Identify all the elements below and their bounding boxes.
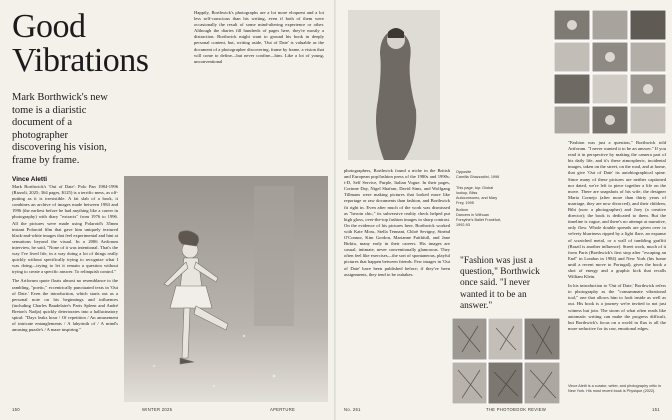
- dancers-photo-grid: [452, 318, 560, 404]
- left-folio-issue: WINTER 2025: [142, 407, 173, 412]
- portrait-photograph: [344, 10, 444, 160]
- caption-opposite: [456, 170, 502, 180]
- caption-this-page: This page, top: Global lookup, Bliss Autoconsumo, and Mary Frey, 1995: [456, 186, 498, 205]
- title-line-1: Good: [12, 8, 86, 45]
- caption-text: Dancers in Wilhuan Forsythe's Ballet Frankfurt, 1992-93: [456, 213, 502, 227]
- contact-sheet-image: [554, 10, 666, 134]
- left-body-column-2: [194, 10, 324, 68]
- right-body-column-1: [344, 168, 450, 281]
- dancer-photo-image: [124, 176, 328, 402]
- contact-sheet-top: [554, 10, 666, 134]
- caption-label: Opposite: [456, 170, 472, 174]
- caption-label: Bottom: [456, 208, 469, 212]
- article-byline: Vince Aletti: [12, 176, 48, 183]
- pull-quote: "Fashion was just a question," Borthwick once said. "I never wanted it to be an answer.": [460, 256, 540, 311]
- right-folio-section: THE PHOTOBOOK REVIEW: [486, 407, 547, 412]
- body-paragraph: In his introduction to 'Out of Date,' Borthwick refers to photography as the "consummate vibrational tool," one that allows him to look inside as well as out. His book is a journey we're invited to not just witness but join. The storm of what often reads like automatic writing can make the progress difficult, but Borthwick's focus on a world in flux is all the more seductive for its raw, emotional edges.: [568, 283, 666, 331]
- body-paragraph: photographers, Borthwick found a niche in the British and European pop/fashion press of the 1980s and 1990s: i-D, Self Service, Purple, Italian Vogue. In their pages, Corinne Day, Nigel Shafran, David Sims, and Wolfgang Tillmans were making pictures that looked more like reportage or raw documents than fashion, and Borthwick fit right in. Even after much of the work was dismissed as "heroin chic," its subversive reality check helped put high gloss, over-the-top fashion images in sharp contrast. On the evidence of his pictures here, Borthwick worked with Kate Moss, Stella Tennant, Chloë Sevigny, Sinéad O'Connor, Kim Gordon, Marianne Faithfull, and Jane Birkin, many early in their careers. His images are casual, intimate, never conventionally glamorous. They often feel like exercises—the sort of spontaneous, playful pictures that happen between friends. Few images in 'Out of Date' have been published before; if they've been assignments, they tend to be outtakes.: [344, 168, 450, 277]
- dancer-photograph: [124, 176, 328, 402]
- article-deck: Mark Borthwick's new tome is a diaristic document of a photographer discovering his vision, frame by frame.: [12, 92, 108, 166]
- body-paragraph: Mark Borthwick's 'Out of Date': Polo Pan 1984-1996 (Rizzoli, 2025; 364 pages, $125) is a terrific mess, as off-putting as it is irresistible. A fat slab of a book, it combines an archive of images made between 1984 and 1996 (the earliest before he had anything like a career in photography) with diary "extracts" from 1976 to 1996. All the pictures were made using Polaroid's 35mm instant Polaroid film that gave him uniquely textured black-and-white images that feel experimental and hint at sensations beyond the visual. In a 2006 Artforum interview, he said, "None of it was intentional. That's the way I've lived life, in a way doing a lot of things really quickly without specifically trying to recognize what I was doing—trying to let it remain a question without trying to create a specific answer. To relinquish control.": [12, 184, 118, 275]
- right-folio-number: 151: [652, 407, 660, 412]
- article-title: [12, 10, 149, 78]
- body-paragraph: "Fashion was just a question," Borthwick told Artforum. "I never wanted it to be an answer." If you read it in perspective by making the camera part of his daily life, and it's these atmospheric, incidental images, taken on the street, on the road, and at home, that give 'Out of Date' its autobiographical spine. Since many of these pictures are neither captioned nor dated, we're left to piece together a life on the move. There are snapshots of his wife, the designer Maria Cornejo (after more than thirty years of marriage, they are now divorced), and their children, Bibi (now a photographer) and Joey (a creative director); the book is dedicated to them. But the timeline is vague, and there's no attempt at narrative, only flow. Whole double spreads are given over to velvety blurriness ripped by a light flare, an expanse of scratched metal, or a wall of tumbling graffiti (Brazil is another influence). Street work, much of it from Paris (Borthwick's first stop after "escaping an End" in London in 1984) and New York (his home until a recent move to Portugal), gives the book a shot of energy and a graphic kick that recalls William Klein.: [568, 140, 666, 280]
- title-line-2: Vibrations: [12, 42, 149, 79]
- dancers-grid-image: [452, 318, 560, 404]
- left-body-column-1: [12, 184, 118, 336]
- author-bio: Vince Aletti is a curator, writer, and photography critic in New York. His most recent book is Physique (2022).: [568, 384, 662, 393]
- body-paragraph: The Artforum quote floats almost no resemblance to the rambling, "poetic," eccentrically punctuated texts in 'Out of Date.' Even the introduction, which starts out as a personal note on his beginnings and influences (including Charles Baudelaire's Paris Spleen and André Breton's Nadja) quickly deteriorates into a hallucinatory spiral: "Days leaks hour / Of repetition / An amusement of intricate entanglements / A labyrinth of / A mind's amusing puzzle's / A maze inspiring.": [12, 278, 118, 333]
- right-page: [336, 0, 672, 420]
- portrait-image: [344, 10, 444, 160]
- caption-bottom: [456, 208, 502, 228]
- right-body-column-2: [568, 140, 666, 335]
- caption-text: Camilla Ghazzadini, 1996: [456, 175, 500, 179]
- body-paragraph: Happily, Borthwick's photographs are a lot more eloquent and a lot less self-conscious than his writing, even if both of them were occasionally the result of some mind-altering experience or other. Although the diaries fill hundreds of pages here, they're mostly a distraction. Borthwick might want to ground his book in deeply personal content, but, writing aside, 'Out of Date' is valuable as the document of a photographer discovering, frame by frame, a vision that will come to define—but never confine—him. Like a lot of young, unconventional: [194, 10, 324, 64]
- right-folio-issue: No. 261: [344, 407, 361, 412]
- left-folio-number: 150: [12, 407, 20, 412]
- left-folio-magazine: APERTURE: [270, 407, 296, 412]
